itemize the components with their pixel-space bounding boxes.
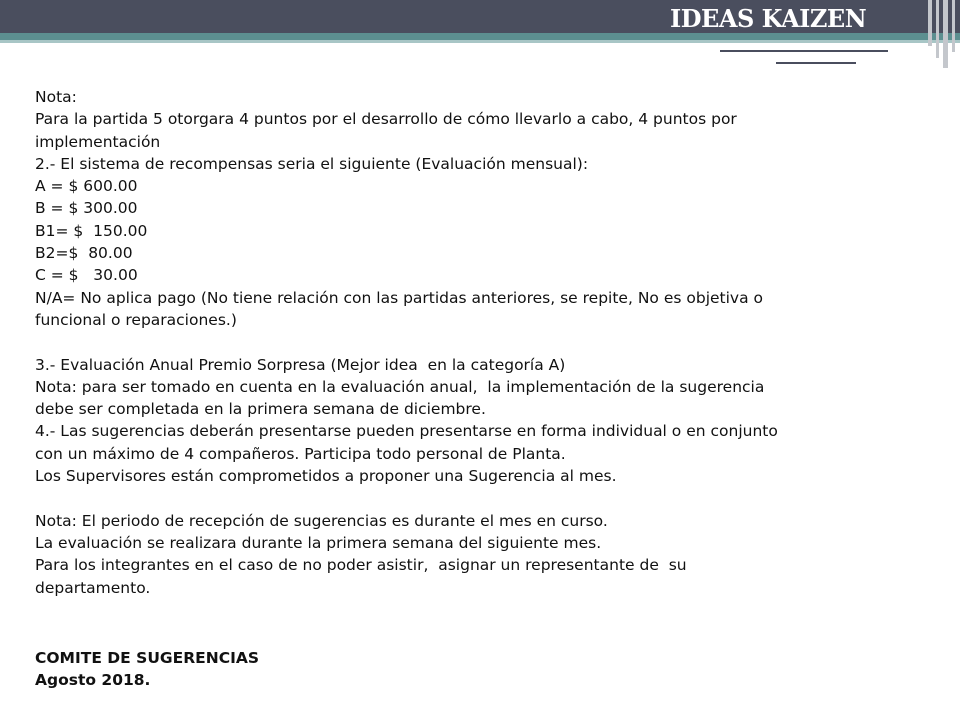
decorative-line <box>720 50 888 52</box>
committee-name: COMITE DE SUGERENCIAS <box>35 649 260 667</box>
decorative-vertical-bars <box>924 0 960 68</box>
text-line: 2.- El sistema de recompensas seria el siguiente (Evaluación mensual): <box>35 154 589 173</box>
text-line: con un máximo de 4 compañeros. Participa todo personal de Planta. <box>35 444 566 463</box>
text-line: A = $ 600.00 <box>35 177 138 196</box>
body-text <box>35 86 935 599</box>
blank-line <box>35 331 935 353</box>
text-line: 3.- Evaluación Anual Premio Sorpresa (Mejor idea en la categoría A) <box>35 355 566 374</box>
text-line: departamento. <box>35 578 151 597</box>
text-line: N/A= No aplica pago (No tiene relación con las partidas anteriores, se repite, No es objetiva o <box>35 288 764 307</box>
text-line: B1= $ 150.00 <box>35 221 148 240</box>
text-line: implementación <box>35 132 161 151</box>
header-accent-stripe <box>0 33 960 40</box>
text-line: Nota: para ser tomado en cuenta en la evaluación anual, la implementación de la sugerencia <box>35 377 765 396</box>
text-line: La evaluación se realizara durante la primera semana del siguiente mes. <box>35 533 602 552</box>
text-line: 4.- Las sugerencias deberán presentarse pueden presentarse en forma individual o en conjunto <box>35 422 778 441</box>
signature-block <box>35 647 259 692</box>
date-label: Agosto 2018. <box>35 671 151 690</box>
slide-title: IDEAS KAIZEN <box>670 4 867 33</box>
blank-line <box>35 487 935 509</box>
text-line: Los Supervisores están comprometidos a proponer una Sugerencia al mes. <box>35 467 617 486</box>
text-line: Nota: <box>35 88 77 106</box>
text-line: funcional o reparaciones.) <box>35 310 237 329</box>
text-line: B = $ 300.00 <box>35 199 138 218</box>
text-line: Para los integrantes en el caso de no poder asistir, asignar un representante de su <box>35 556 687 575</box>
decorative-bar <box>943 0 948 68</box>
decorative-bar <box>928 0 932 46</box>
text-line: Nota: El periodo de recepción de sugerencias es durante el mes en curso. <box>35 511 608 530</box>
decorative-bar <box>952 0 955 52</box>
text-line: C = $ 30.00 <box>35 266 138 285</box>
decorative-line <box>776 62 856 64</box>
text-line: debe ser completada en la primera semana de diciembre. <box>35 400 486 419</box>
decorative-bar <box>936 0 939 58</box>
text-line: B2=$ 80.00 <box>35 244 133 263</box>
text-line: Para la partida 5 otorgara 4 puntos por el desarrollo de cómo llevarlo a cabo, 4 puntos por <box>35 110 737 129</box>
header-accent-stripe-light <box>0 40 960 43</box>
